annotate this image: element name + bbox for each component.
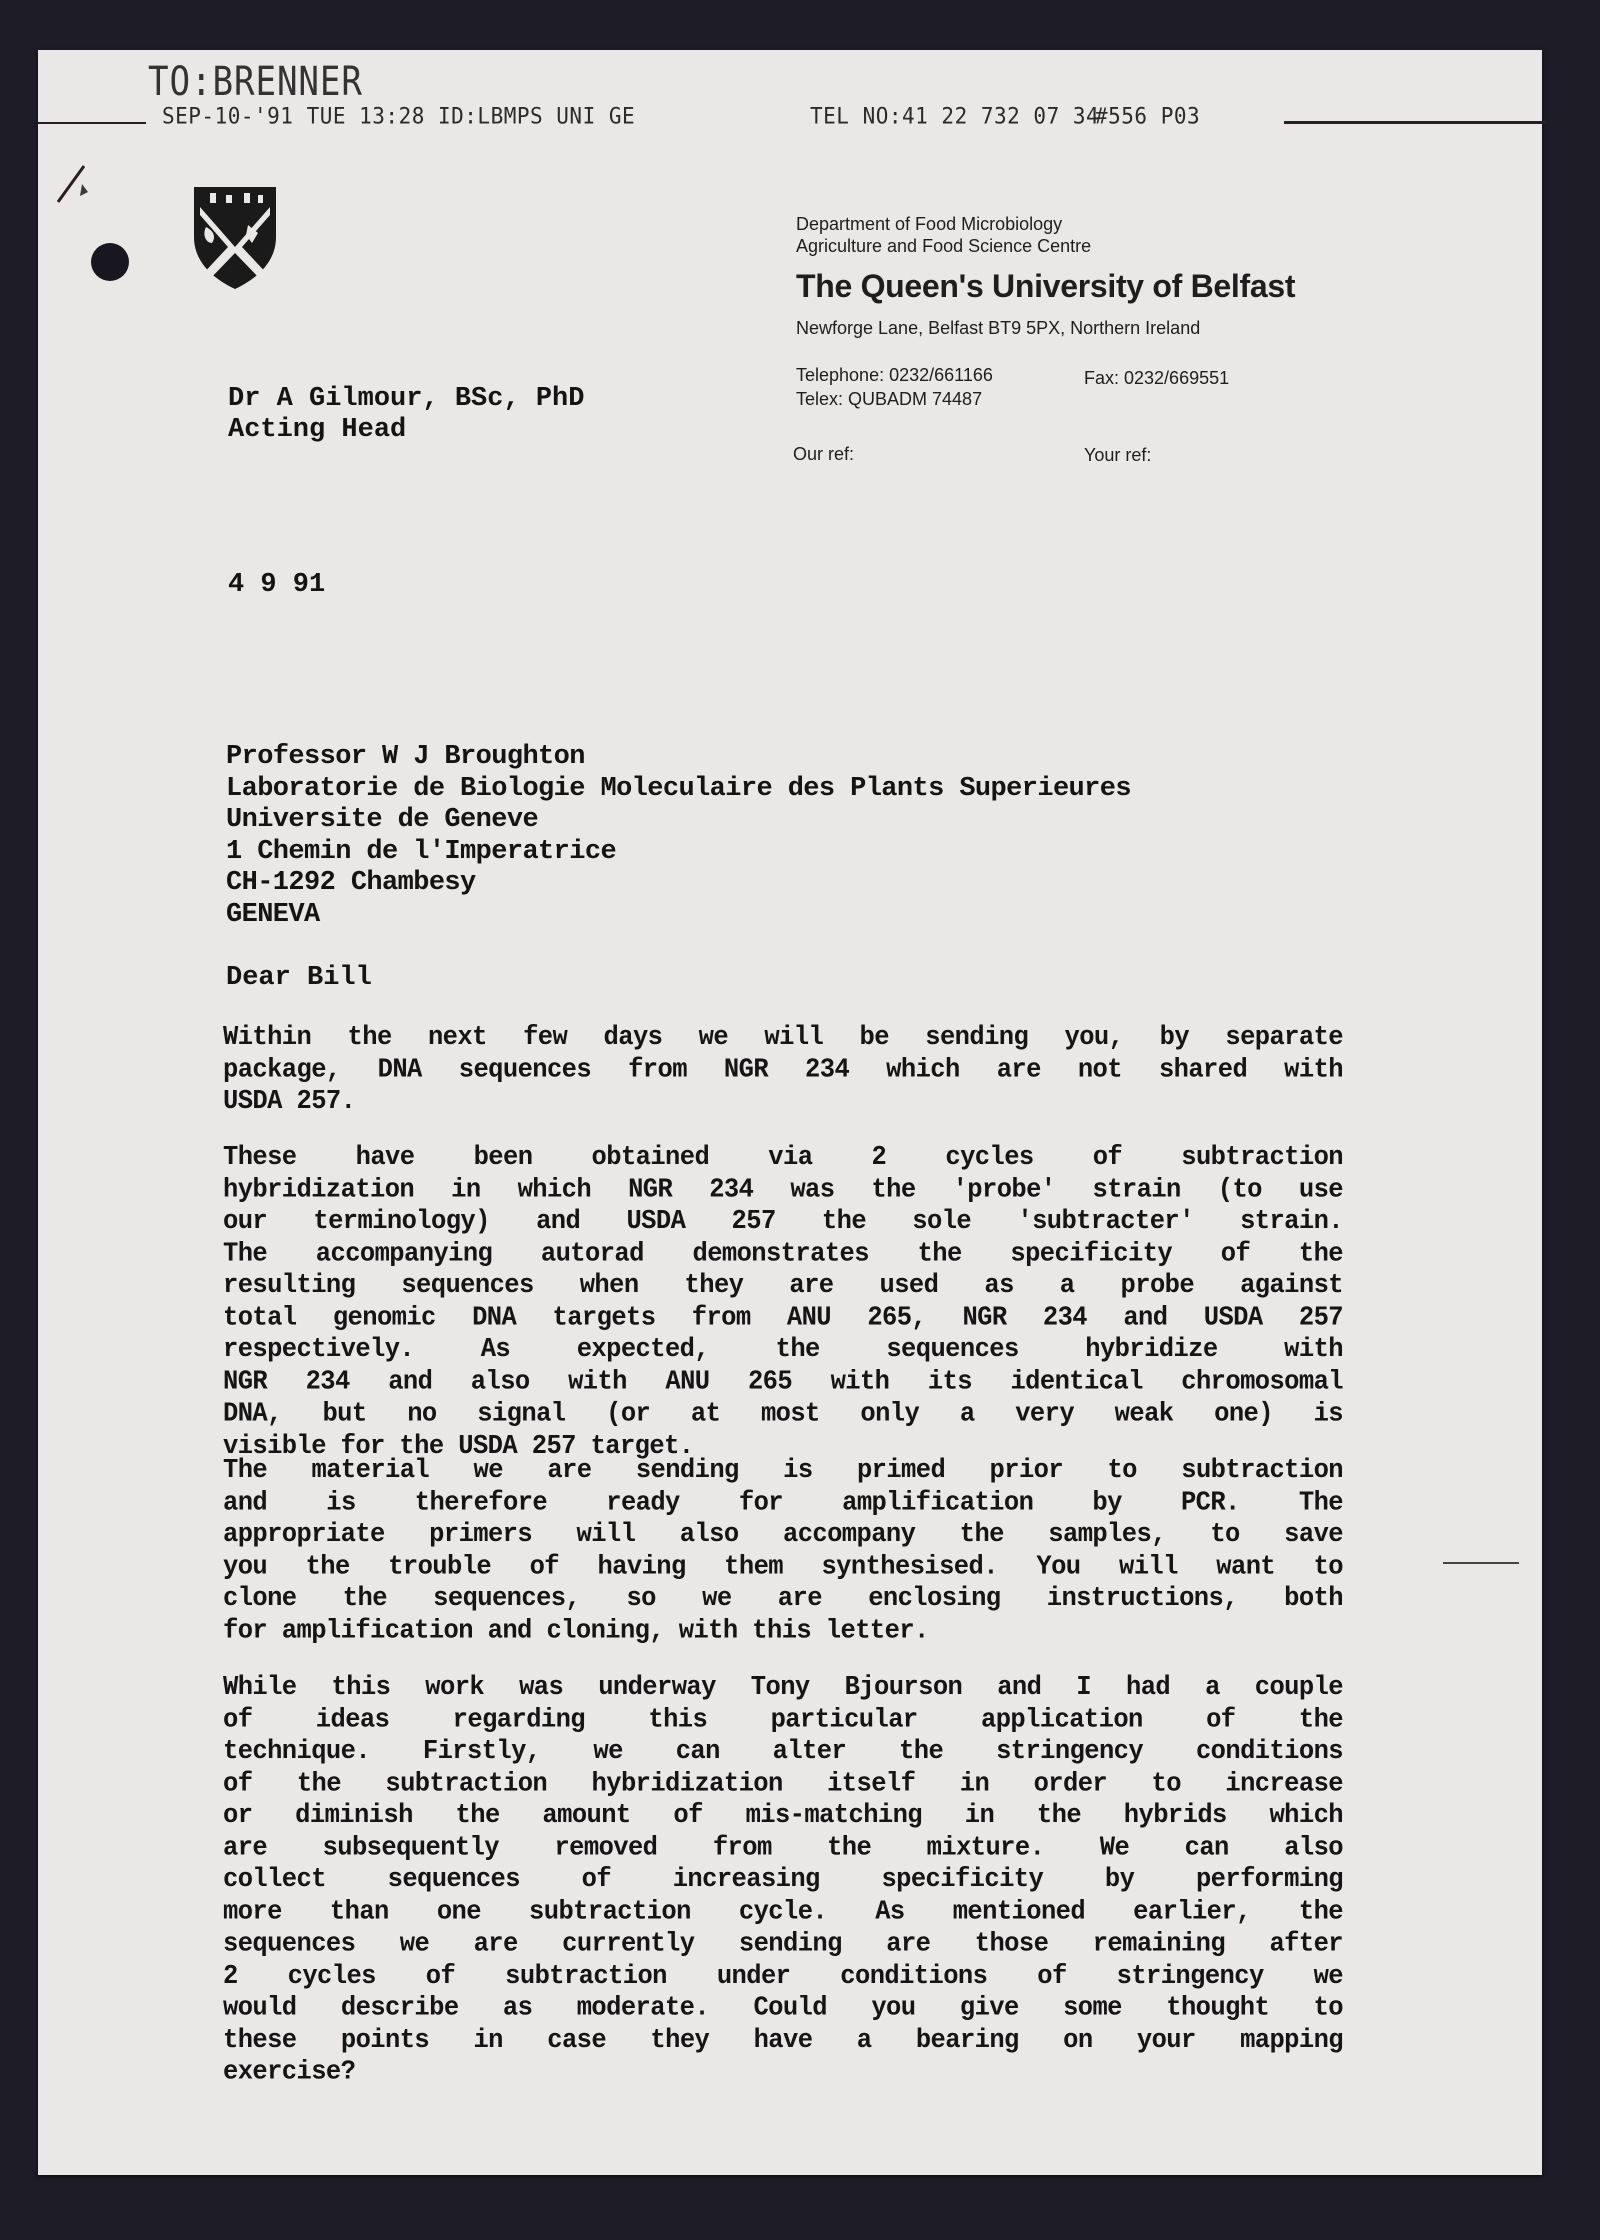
fax-page-ref: #556 P03 <box>1095 103 1201 129</box>
fax-transmission-info: SEP-10-'91 TUE 13:28 ID:LBMPS UNI GE <box>162 103 636 129</box>
paragraph-line: 2 cycles of subtraction under conditions of stringency we <box>223 1960 1343 1991</box>
university-name: The Queen's University of Belfast <box>796 268 1296 304</box>
paragraph-line: resulting sequences when they are used as a probe against <box>223 1270 1343 1301</box>
our-ref-label: Our ref: <box>793 444 855 464</box>
handwritten-slash-mark <box>54 158 94 208</box>
fax-tel-no: TEL NO:41 22 732 07 34 <box>810 103 1100 129</box>
recipient-line: Universite de Geneve <box>226 805 539 835</box>
telex-number: Telex: QUBADM 74487 <box>796 389 983 409</box>
paragraph-line: technique. Firstly, we can alter the stringency conditions <box>223 1736 1343 1767</box>
body-paragraph-1 <box>223 1022 1343 1118</box>
paragraph-line: our terminology) and USDA 257 the sole 'subtracter' strain. <box>223 1206 1343 1237</box>
centre-name: Agriculture and Food Science Centre <box>796 236 1092 256</box>
paragraph-line: USDA 257. <box>223 1086 356 1117</box>
paragraph-line: NGR 234 and also with ANU 265 with its identical chromosomal <box>223 1366 1343 1397</box>
sender-title: Acting Head <box>228 414 407 445</box>
paragraph-line: of the subtraction hybridization itself in order to increase <box>223 1768 1343 1799</box>
paragraph-line: these points in case they have a bearing on your mapping <box>223 2024 1343 2055</box>
body-paragraph-3 <box>223 1455 1343 1647</box>
paragraph-line: would describe as moderate. Could you give some thought to <box>223 1992 1343 2023</box>
paragraph-line: Within the next few days we will be sending you, by separate <box>223 1022 1343 1053</box>
paragraph-line: you the trouble of having them synthesised. You will want to <box>223 1551 1343 1582</box>
paragraph-line: of ideas regarding this particular application of the <box>223 1704 1343 1735</box>
letter-page <box>38 50 1542 2175</box>
body-paragraph-2 <box>223 1142 1343 1462</box>
recipient-line: Professor W J Broughton <box>226 742 585 772</box>
body-paragraph-4 <box>223 1672 1343 2088</box>
paragraph-line: or diminish the amount of mis-matching in the hybrids which <box>223 1800 1343 1831</box>
paragraph-line: These have been obtained via 2 cycles of subtraction <box>223 1142 1343 1173</box>
letter-date: 4 9 91 <box>228 570 326 600</box>
paragraph-line: and is therefore ready for amplification by PCR. The <box>223 1487 1343 1518</box>
paragraph-line: DNA, but no signal (or at most only a very weak one) is <box>223 1398 1343 1429</box>
your-ref-label: Your ref: <box>1084 445 1152 465</box>
recipient-line: GENEVA <box>226 899 320 930</box>
paragraph-line: are subsequently removed from the mixture. We can also <box>223 1832 1343 1863</box>
paragraph-line: more than one subtraction cycle. As mentioned earlier, the <box>223 1896 1343 1927</box>
letterhead-department <box>796 213 1091 257</box>
department-name: Department of Food Microbiology <box>796 214 1063 234</box>
recipient-line: CH-1292 Chambesy <box>226 868 476 898</box>
paragraph-line: total genomic DNA targets from ANU 265, NGR 234 and USDA 257 <box>223 1302 1343 1333</box>
recipient-line: 1 Chemin de l'Imperatrice <box>226 836 617 867</box>
punch-hole-icon <box>91 243 129 281</box>
paragraph-line: respectively. As expected, the sequences hybridize with <box>223 1334 1343 1365</box>
university-address: Newforge Lane, Belfast BT9 5PX, Northern Ireland <box>796 318 1201 338</box>
margin-fold-mark <box>1443 1562 1519 1564</box>
fax-number: Fax: 0232/669551 <box>1084 368 1230 388</box>
recipient-address <box>226 742 1131 931</box>
paragraph-line: hybridization in which NGR 234 was the 'probe' strain (to use <box>223 1174 1343 1205</box>
fax-to-line: TO:BRENNER <box>148 58 363 105</box>
paragraph-line: for amplification and cloning, with this letter. <box>223 1615 929 1646</box>
paragraph-line: While this work was underway Tony Bjourson and I had a couple <box>223 1672 1343 1703</box>
paragraph-line: visible for the USDA 257 target. <box>223 1430 694 1461</box>
paragraph-line: exercise? <box>223 2056 356 2087</box>
paragraph-line: collect sequences of increasing specificity by performing <box>223 1864 1343 1895</box>
sender-block <box>228 384 584 445</box>
university-crest-icon <box>192 185 278 291</box>
fax-header-left-rule <box>38 122 146 124</box>
sender-name: Dr A Gilmour, BSc, PhD <box>228 384 585 414</box>
paragraph-line: clone the sequences, so we are enclosing instructions, both <box>223 1583 1343 1614</box>
paragraph-line: package, DNA sequences from NGR 234 which are not shared with <box>223 1054 1343 1085</box>
telephone-number: Telephone: 0232/661166 <box>796 365 993 385</box>
fax-header-right-rule <box>1284 121 1546 124</box>
recipient-line: Laboratorie de Biologie Moleculaire des Plants Superieures <box>226 773 1131 804</box>
salutation: Dear Bill <box>226 963 372 993</box>
paragraph-line: The accompanying autorad demonstrates the specificity of the <box>223 1238 1343 1269</box>
paragraph-line: The material we are sending is primed prior to subtraction <box>223 1455 1343 1486</box>
paragraph-line: sequences we are currently sending are those remaining after <box>223 1928 1343 1959</box>
paragraph-line: appropriate primers will also accompany the samples, to save <box>223 1519 1343 1550</box>
